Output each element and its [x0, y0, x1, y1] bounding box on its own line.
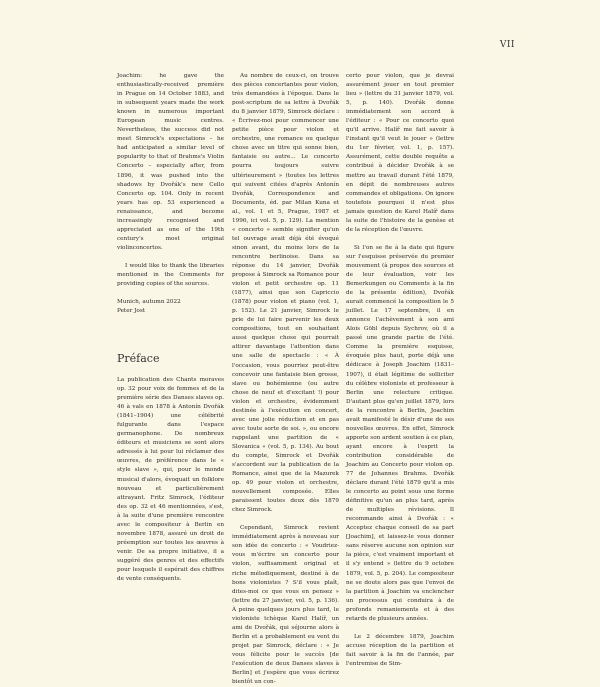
french-paragraph-3: Cependant, Simrock revient immédiatement après à nouveau sur son idée de concerto : « Voudriez-vous m'écrire un concerto pour violon, suffisamment original et riche mélodiquement, destiné à de bons violonistes ? S'il vous plaît, dites-moi ce que vous en pensez » (lettre du 27 janvier, vol. 5, p. 136). À peine quelques jours plus tard, le violoniste tchèque Karel Halíř, un ami de Dvořák, qui séjourne alors à Berlin et a probablement eu vent du projet par Simrock, déclare : « Je vous félicite pour le succès [de l'exécution de deux Danses slaves à Berlin] et j'espère que vous écrirez bientôt un con- — [232, 525, 339, 686]
column-2-french-text — [232, 72, 339, 687]
signature-block — [117, 298, 224, 316]
page-number: VII — [499, 40, 515, 50]
english-acknowledgement: I would like to thank the libraries mentioned in the Comments for providing copies of the sources. — [117, 262, 224, 288]
french-paragraph-4: certo pour violon, que je devrai assurément jouer en tout premier lieu » (lettre du 31 janvier 1879, vol. 5, p. 140). Dvořák donne immédiatement son accord à l'éditeur : « Pour ce concerto quoi qu'il arrive. Halíř me fait savoir à l'instant qu'il veut le jouer » (lettre du 1er février, vol. 1, p. 157). Assurément, cette double requête a contribué à décider Dvořák à se mettre au travail durant l'été 1879, en dépit de nombreuses autres commandes et obligations. On ignore toutefois pourquoi il n'est plus jamais question de Karel Halíř dans la suite de l'histoire de la genèse et de la réception de l'œuvre. — [346, 73, 454, 233]
preface-heading: Préface — [117, 352, 160, 365]
column-1-french-text — [117, 376, 224, 584]
french-paragraph-1: La publication des Chants moraves op. 32 pour voix de femmes et de la première série des Danses slaves op. 46 à vals en 1878 à Antonín Dvořák (1841–1904) une célébrité fulgurante dans l'espace germanophone. De nombreux éditeurs et musiciens se sont alors adressés à lui pour lui réclamer des œuvres, de préférence dans le « style slave », qui, pour le monde musical d'alors, évoquait un folklore nouveau et particulièrement attrayant. Fritz Simrock, l'éditeur des op. 32 et 46 mentionnées, s'est, à la suite d'une première rencontre avec le compositeur à Berlin en novembre 1878, assuré un droit de préemption sur toutes les œuvres à venir. De sa propre initiative, il a suggéré des genres et des effectifs pour lesquels il espérait des chiffres de vente conséquents. — [117, 377, 224, 583]
signature-name: Peter Jost — [117, 308, 146, 315]
column-1-english-text — [117, 72, 224, 316]
french-paragraph-5: Si l'on se fie à la date qui figure sur l'esquisse préservée du premier mouvement (à propos des sources et de leur évaluation, voir les Bemerkungen ou Comments à la fin de la présente édition), Dvořák aurait commencé la composition le 5 juillet. Le 17 septembre, il en annonce l'achèvement à son ami Alois Göbl depuis Sychrov, où il a passé une grande partie de l'été. Comme la première esquisse, évoquée plus haut, porte déjà une dédicace à Joseph Joachim (1831–1907), il était légitime de solliciter du célèbre violoniste et professeur à Berlin une relecture critique. D'autant plus qu'en juillet 1879, lors de la rencontre à Berlin, Joachim avait manifesté le désir d'une de ses nouvelles œuvres. En effet, Simrock apporte son ardent soutien à ce plan, ayant encore à l'esprit la contribution considérable de Joachim au Concerto pour violon op. 77 de Johannes Brahms. Dvořák déclare durant l'été 1879 qu'il a mis le concerto au point sous une forme définitive qu'un an plus tard, après de multiples révisions. Il recommande ainsi à Dvořák : « Acceptez chaque conseil de sa part [Joachim], et laissez-le vous donner sans réserve aucune son opinion sur la pièce, c'est vraiment important et il s'y entend » (lettre du 9 octobre 1879, vol. 5, p. 204). Le compositeur ne se doute alors pas que l'envoi de la partition à Joachim va enclencher un processus qui conduira à de profonds remaniements et à des retards de plusieurs années. — [346, 244, 454, 622]
french-paragraph-2: Au nombre de ceux-ci, on trouve des pièces concertantes pour violon, très demandées à l'époque. Dans le post-scriptum de sa lettre à Dvořák du 8 janvier 1879, Simrock déclare : « Écrivez-moi pour commencer une petite pièce pour violon et orchestre, une romance ou quelque chose avec un titre qui sonne bien, fantaisie ou autre... Le concerto pourra toujours suivre ultérieurement » (toutes les lettres qui suivent citées d'après Antonín Dvořák, Correspondence and Documents, éd. par Milan Kuna et al., vol. 1 et 5, Prague, 1987 et 1996, ici vol. 5, p. 129). La mention « concerto » semble signifier qu'un tel ouvrage avait déjà été évoqué sinon avant, du moins lors de la rencontre berlinoise. Dans sa réponse du 14 janvier, Dvořák propose à Simrock sa Romance pour violon et petit orchestre op. 11 (1877), ainsi que son Capriccio (1878) pour violon et piano (vol. 1, p. 152). Le 21 janvier, Simrock le prie de lui faire parvenir les deux compositions, tout en souhaitant aussi quelque chose qui pourrait attirer davantage l'attention dans une salle de spectacle : « À l'occasion, vous pourriez peut-être concevoir une fantaisie bien grosse, slave ou bohémienne (ou autre chose de neuf et d'excitant !) pour violon et orchestre, évidemment destinée à l'exécution en concert, avec une jolie réduction et en pas avec toute sorte de soi. », ou encore rappelant une partition de « Slovanica » (vol. 5, p. 134). Au bout du compte, Simrock et Dvořák s'accordent sur la publication de la Romance, ainsi que de la Mazurek op. 49 pour violon et orchestre, nouvellement composée. Elles paraissent toutes deux dès 1879 chez Simrock. — [232, 73, 339, 514]
english-paragraph-1: Joachim: he gave the enthusiastically-received première in Prague on 14 October 1883, and in subsequent years made the work known in numerous important European music centres. Nevertheless, the success did not meet Simrock's expectations – he had anticipated a similar level of popularity to that of Brahms's Violin Concerto – especially after, from 1896, it was pushed into the shadows by Dvořák's new Cello Concerto op. 104. Only in recent years has op. 53 experienced a renaissance, and become increasingly recognised and appreciated as one of the 19th century's most original violinconcertos. — [117, 73, 224, 251]
french-paragraph-6: Le 2 décembre 1879, Joachim accuse réception de la partition et fait savoir à la fin de l'année, par l'entremise de Sim- — [346, 633, 454, 667]
signature-place-date: Munich, autumn 2022 — [117, 299, 181, 306]
column-3-french-text — [346, 72, 454, 669]
